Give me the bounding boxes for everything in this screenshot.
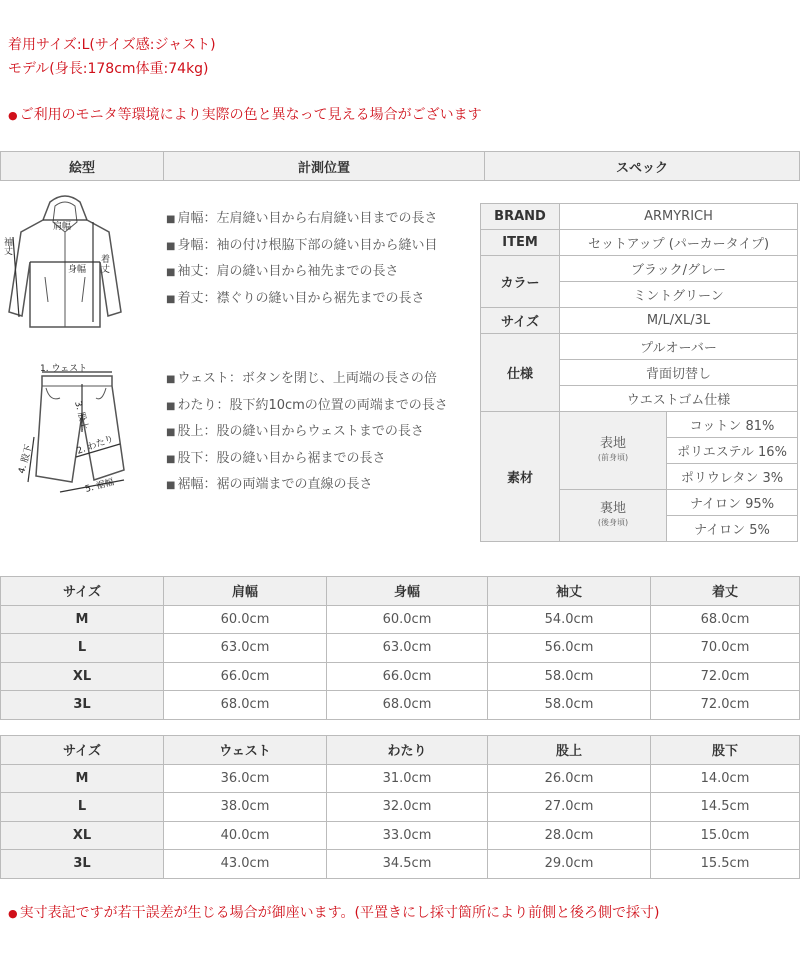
table-cell: 63.0cm [164, 634, 327, 663]
label-hem: 5. 裾幅 [84, 477, 116, 495]
size-label: サイズ [481, 308, 560, 334]
column-header: 股下 [651, 736, 800, 765]
column-header: サイズ [1, 736, 164, 765]
color-label: カラー [481, 256, 560, 308]
table-cell: 60.0cm [327, 605, 488, 634]
column-header: ウェスト [164, 736, 327, 765]
table-cell: 66.0cm [164, 662, 327, 691]
list-item: ■ 袖丈：肩の縫い目から袖先までの長さ [166, 264, 399, 280]
item-label: ITEM [481, 230, 560, 256]
row-header: L [1, 634, 164, 663]
column-header: 袖丈 [488, 577, 651, 606]
item-value: セットアップ (パーカータイプ) [560, 230, 798, 256]
label-waist: 1. ウェスト [40, 364, 88, 374]
table-cell: 72.0cm [651, 662, 800, 691]
column-header: 肩幅 [164, 577, 327, 606]
row-header: M [1, 605, 164, 634]
table-cell: 43.0cm [164, 850, 327, 879]
lining-fabric-2: ナイロン 5% [667, 516, 798, 542]
table-cell: 15.5cm [651, 850, 800, 879]
outer-fabric-label: 表地 (前身頃) [560, 412, 667, 490]
measurement-notice [8, 902, 659, 922]
table-cell: 38.0cm [164, 793, 327, 822]
table-row [1, 764, 800, 793]
table-cell: 60.0cm [164, 605, 327, 634]
column-header: 身幅 [327, 577, 488, 606]
column-header: サイズ [1, 577, 164, 606]
color-value-2: ミントグリーン [560, 282, 798, 308]
row-header: M [1, 764, 164, 793]
size-table-top [0, 576, 800, 720]
list-item: ■ 股下：股の縫い目から裾までの長さ [166, 450, 386, 466]
table-cell: 26.0cm [488, 764, 651, 793]
table-cell: 58.0cm [488, 662, 651, 691]
size-table-bottom [0, 735, 800, 879]
table-row [1, 793, 800, 822]
header-illustration: 絵型 [1, 152, 164, 181]
table-row [1, 821, 800, 850]
bottom-measurement-list [166, 367, 448, 500]
outer-fabric-1: コットン 81% [667, 412, 798, 438]
table-cell: 63.0cm [327, 634, 488, 663]
table-row [1, 634, 800, 663]
table-cell: 29.0cm [488, 850, 651, 879]
table-cell: 66.0cm [327, 662, 488, 691]
table-cell: 68.0cm [651, 605, 800, 634]
measurement-notice-text: 実寸表記ですが若干誤差が生じる場合が御座います。(平置きにし採寸箇所により前側と後ろ側で採寸) [19, 905, 660, 921]
table-cell: 36.0cm [164, 764, 327, 793]
detail-value-1: プルオーバー [560, 334, 798, 360]
header-measurement: 計測位置 [164, 152, 485, 181]
table-cell: 40.0cm [164, 821, 327, 850]
lining-fabric-1: ナイロン 95% [667, 490, 798, 516]
brand-label: BRAND [481, 204, 560, 230]
row-header: XL [1, 662, 164, 691]
red-dot-icon: ● [8, 109, 18, 122]
label-body: 身幅 [68, 265, 87, 275]
column-header: 股上 [488, 736, 651, 765]
table-cell: 56.0cm [488, 634, 651, 663]
table-cell: 68.0cm [164, 691, 327, 720]
material-label: 素材 [481, 412, 560, 542]
column-header: 着丈 [651, 577, 800, 606]
color-notice [8, 104, 482, 124]
table-cell: 32.0cm [327, 793, 488, 822]
label-thigh: 2. わたり [75, 434, 116, 457]
detail-label: 仕様 [481, 334, 560, 412]
hoodie-illustration [2, 192, 125, 337]
table-row [1, 850, 800, 879]
table-cell: 14.5cm [651, 793, 800, 822]
label-shoulder: 肩幅 [53, 222, 72, 232]
column-header: わたり [327, 736, 488, 765]
size-value: M/L/XL/3L [560, 308, 798, 334]
header-spec: スペック [485, 152, 800, 181]
table-row [1, 691, 800, 720]
table-row [1, 662, 800, 691]
list-item: ■ 股上：股の縫い目からウェストまでの長さ [166, 424, 424, 440]
table-cell: 58.0cm [488, 691, 651, 720]
table-cell: 28.0cm [488, 821, 651, 850]
shorts-illustration [17, 362, 150, 497]
list-item: ■ 裾幅：裾の両端までの直線の長さ [166, 477, 373, 493]
row-header: 3L [1, 691, 164, 720]
model-body-info: モデル(身長:178cm体重:74kg) [8, 61, 209, 77]
color-value-1: ブラック/グレー [560, 256, 798, 282]
table-cell: 72.0cm [651, 691, 800, 720]
detail-value-2: 背面切替し [560, 360, 798, 386]
table-row [1, 605, 800, 634]
list-item: ■ わたり：股下約10cmの位置の両端までの長さ [166, 397, 448, 413]
row-header: 3L [1, 850, 164, 879]
table-cell: 68.0cm [327, 691, 488, 720]
color-notice-text: ご利用のモニタ等環境により実際の色と異なって見える場合がございます [19, 107, 482, 123]
table-cell: 14.0cm [651, 764, 800, 793]
model-size-info: 着用サイズ:L(サイズ感:ジャスト) [8, 37, 216, 53]
outer-fabric-3: ポリウレタン 3% [667, 464, 798, 490]
detail-value-3: ウエストゴム仕様 [560, 386, 798, 412]
label-length-1: 着 [101, 255, 111, 265]
spec-table [480, 203, 798, 542]
list-item: ■ 身幅：袖の付け根脇下部の縫い目から縫い目 [166, 237, 438, 253]
red-dot-icon: ● [8, 907, 18, 920]
outer-fabric-2: ポリエステル 16% [667, 438, 798, 464]
section-header [0, 151, 800, 181]
table-cell: 31.0cm [327, 764, 488, 793]
label-length-2: 丈 [101, 265, 111, 275]
label-rise: 3. 股上 [72, 400, 90, 432]
label-sleeve: 袖丈 [2, 237, 12, 255]
label-inseam: 4. 股下 [17, 443, 35, 475]
table-cell: 54.0cm [488, 605, 651, 634]
table-cell: 34.5cm [327, 850, 488, 879]
table-cell: 33.0cm [327, 821, 488, 850]
table-cell: 70.0cm [651, 634, 800, 663]
brand-value: ARMYRICH [560, 204, 798, 230]
list-item: ■ 肩幅：左肩縫い目から右肩縫い目までの長さ [166, 211, 438, 226]
table-cell: 27.0cm [488, 793, 651, 822]
top-measurement-list [166, 207, 437, 313]
list-item: ■ 着丈：襟ぐりの縫い目から裾先までの長さ [166, 290, 425, 306]
table-cell: 15.0cm [651, 821, 800, 850]
row-header: XL [1, 821, 164, 850]
lining-fabric-label: 裏地 (後身頃) [560, 490, 667, 542]
list-item: ■ ウェスト：ボタンを閉じ、上両端の長さの倍 [166, 371, 437, 386]
row-header: L [1, 793, 164, 822]
